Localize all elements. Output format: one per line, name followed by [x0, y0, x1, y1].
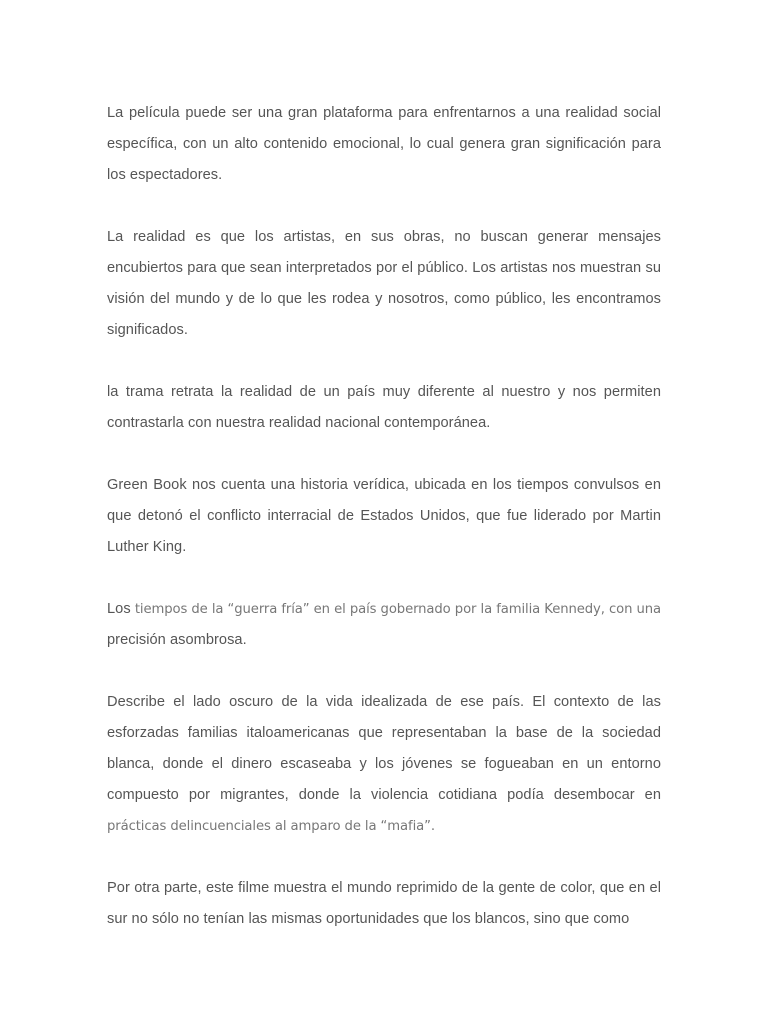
paragraph-3: la trama retrata la realidad de un país muy diferente al nuestro y nos permiten contrastarla con nuestra realidad nacional contemporánea.	[107, 384, 661, 431]
paragraph-4: Green Book nos cuenta una historia verídica, ubicada en los tiempos convulsos en que detonó el conflicto interracial de Estados Unidos, que fue liderado por Martin Luther King.	[107, 477, 661, 555]
paragraph-6	[107, 687, 661, 842]
paragraph-6-quoted-run: prácticas delincuenciales al amparo de la “mafia”.	[107, 819, 435, 834]
paragraph-6-body: Describe el lado oscuro de la vida idealizada de ese país. El contexto de las esforzadas familias italoamericanas que representaban la base de la sociedad blanca, donde el dinero escaseaba y los jóvenes se fogueaban en un entorno compuesto por migrantes, donde la violencia cotidiana podía desembocar en	[107, 694, 661, 803]
paragraph-5	[107, 594, 661, 656]
paragraph-5-quoted-run: tiempos de la “guerra fría” en el país gobernado por la familia Kennedy, con una	[134, 602, 661, 617]
paragraph-7: Por otra parte, este filme muestra el mundo reprimido de la gente de color, que en el sur no sólo no tenían las mismas oportunidades que los blancos, sino que como	[107, 880, 661, 927]
paragraph-2: La realidad es que los artistas, en sus obras, no buscan generar mensajes encubiertos para que sean interpretados por el público. Los artistas nos muestran su visión del mundo y de lo que les rodea y nosotros, como público, les encontramos significados.	[107, 229, 661, 338]
paragraph-1: La película puede ser una gran plataforma para enfrentarnos a una realidad social específica, con un alto contenido emocional, lo cual genera gran significación para los espectadores.	[107, 105, 661, 183]
paragraph-5-lead: Los	[107, 601, 135, 617]
paragraph-5-tail: precisión asombrosa.	[107, 632, 247, 648]
